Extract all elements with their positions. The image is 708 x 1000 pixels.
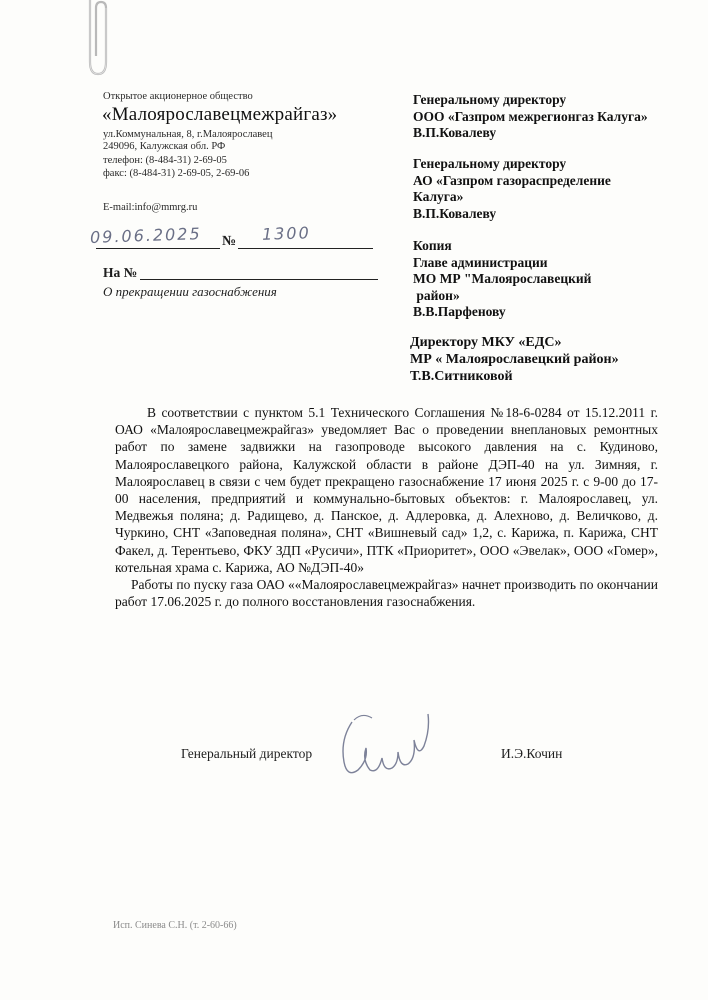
reg-date-line: [96, 248, 220, 249]
body-paragraph-1: В соответствии с пунктом 5.1 Технического Соглашения №18-6-0284 от 15.12.2011 г. ОАО «Малоярославецмежрайгаз» уведомляет Вас о проведении внеплановых ремонтных работ по замене задвижки на газопроводе высокого давления на с. Кудиново, Малоярославецкого района, Калужской области в районе ДЭП-40 на ул. Зимняя, г. Малоярославец в связи с чем будет прекращено газоснабжение 17 июня 2025 г. с 9-00 до 17-00 населения, предприятий и коммунально-бытовых объектов: г. Малоярославец, ул. Медвежья поляна; д. Радищево, д. Панское, д. Адлеровка, д. Алехново, д. Величково, д. Чуркино, СНТ «Заповедная поляна», СНТ «Вишневый сад» 1,2, с. Карижа, п. Карижа, СНТ Факел, д. Терентьево, ФКУ ЗДП «Русичи», ПТК «Приоритет», ООО «Эвелак», ООО «Гомер», котельная храма с. Карижа, АО №ДЭП-40»: [115, 405, 658, 575]
executor-note: Исп. Синева С.Н. (т. 2-60-66): [113, 920, 237, 931]
sender-org-type: Открытое акционерное общество: [103, 91, 253, 102]
recipient-4: [410, 334, 619, 385]
recipient-2-line: АО «Газпром газораспределение: [413, 172, 611, 188]
reg-number: 1300: [261, 223, 312, 244]
body-text: [115, 404, 658, 610]
reg-number-sign: №: [222, 234, 237, 249]
recipient-2: [413, 156, 611, 222]
sender-email: E-mail:info@mmrg.ru: [103, 202, 198, 213]
sender-fax: факс: (8-484-31) 2-69-05, 2-69-06: [103, 168, 250, 179]
recipient-4-line: Т.В.Ситниковой: [410, 369, 513, 384]
recipient-1-line: В.П.Ковалеву: [413, 125, 497, 140]
signature-title: Генеральный директор: [181, 746, 313, 761]
recipient-3-line: район»: [413, 287, 460, 303]
signature-icon: [332, 700, 442, 785]
sender-org-name: «Малоярославецмежрайгаз»: [102, 104, 338, 125]
sender-address-1: ул.Коммунальная, 8, г.Малоярославец: [103, 129, 273, 140]
reg-number-line: [238, 248, 373, 249]
recipient-2-line: Калуга»: [413, 189, 464, 204]
recipient-3-line: Главе администрации: [413, 254, 548, 270]
body-paragraph-2: Работы по пуску газа ОАО ««Малоярославецмежрайгаз» начнет производить по окончании работ 17.06.2025 г. до полного восстановления газоснабжения.: [115, 577, 658, 610]
recipient-1: [413, 92, 648, 142]
recipient-1-line: Генеральному директору: [413, 92, 567, 107]
sender-address-2: 249096, Калужская обл. РФ: [103, 141, 226, 152]
reply-line: [140, 279, 378, 280]
recipient-3-line: В.В.Парфенову: [413, 304, 506, 319]
subject: О прекращении газоснабжения: [103, 284, 277, 299]
reply-label: На №: [103, 265, 138, 280]
recipient-4-line: Директору МКУ «ЕДС»: [410, 335, 562, 350]
sender-phone: телефон: (8-484-31) 2-69-05: [103, 155, 227, 166]
paper-clip-icon: [76, 0, 116, 80]
recipient-4-line: МР « Малоярославецкий район»: [410, 352, 619, 367]
recipient-3: [413, 238, 591, 321]
recipient-3-line: МО МР "Малоярославецкий: [413, 271, 592, 286]
reg-date: 09.06.2025: [89, 224, 202, 247]
recipient-3-line: Копия: [413, 238, 452, 253]
signature-name: И.Э.Кочин: [501, 746, 563, 761]
recipient-2-line: Генеральному директору: [413, 156, 567, 171]
recipient-1-line: ООО «Газпром межрегионгаз Калуга»: [413, 108, 648, 124]
recipient-2-line: В.П.Ковалеву: [413, 205, 497, 221]
